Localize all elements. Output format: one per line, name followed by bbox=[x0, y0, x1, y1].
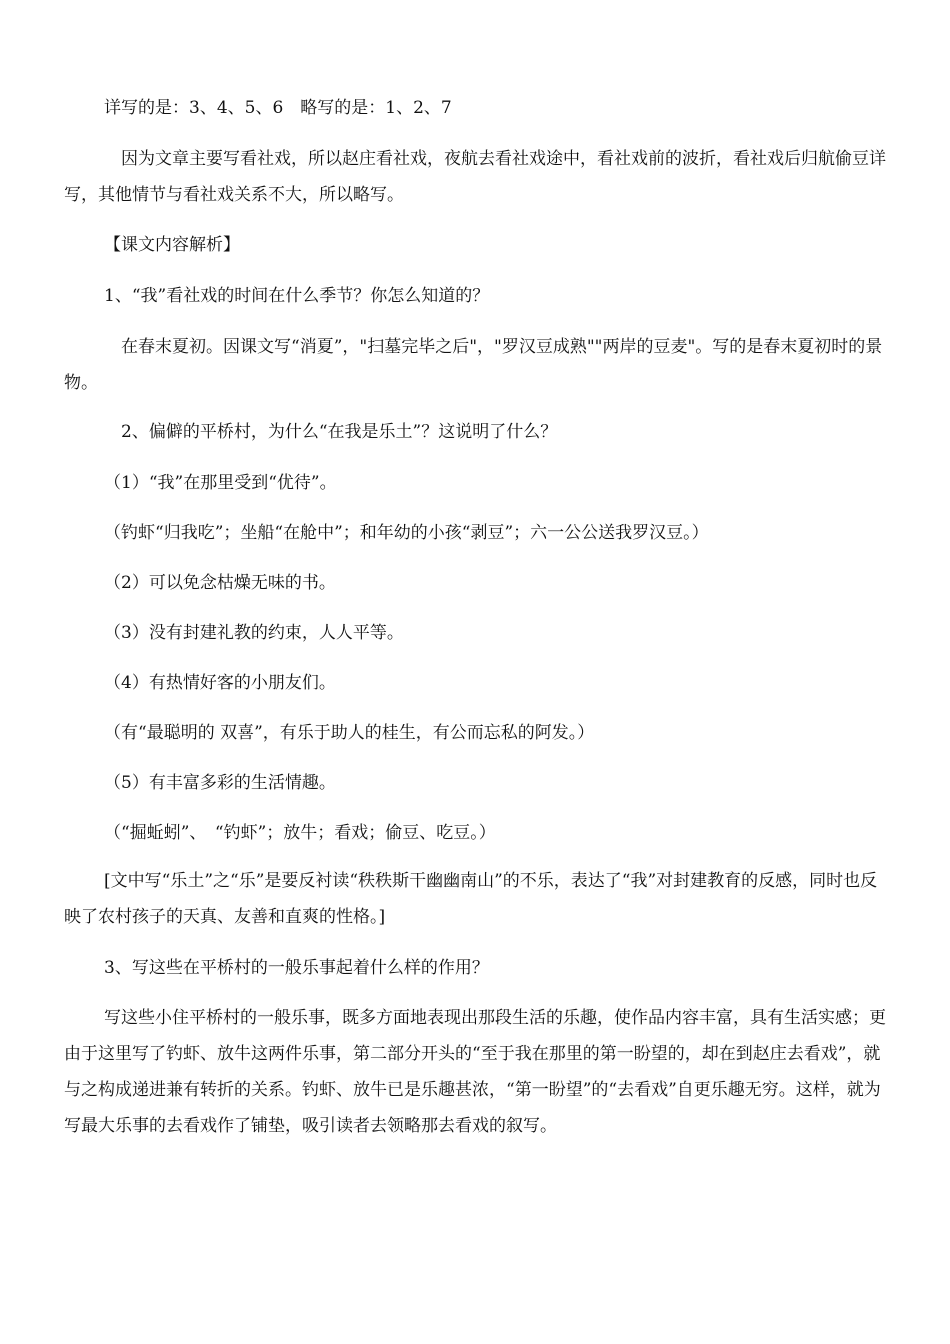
answer-2-point-1-detail: （钓虾“归我吃”；坐船“在舱中”；和年幼的小孩“剥豆”；六一公公送我罗汉豆。） bbox=[104, 523, 709, 543]
answer-2-point-4-detail: （有“最聪明的 双喜”，有乐于助人的桂生，有公而忘私的阿发。） bbox=[104, 723, 595, 743]
question-2: 2、偏僻的平桥村，为什么“在我是乐土”？这说明了什么？ bbox=[121, 422, 558, 442]
answer-2-point-1: （1）“我”在那里受到“优待”。 bbox=[104, 473, 337, 493]
answer-2-point-2: （2）可以免念枯燥无味的书。 bbox=[104, 573, 336, 593]
answer-2-point-5-detail: （“掘蚯蚓”、 “钓虾”；放牛；看戏；偷豆、吃豆。） bbox=[104, 823, 496, 843]
answer-1: 在春末夏初。因课文写“消夏”，"扫墓完毕之后"，"罗汉豆成熟""两岸的豆麦"。写的是春末夏初时的景物。 bbox=[64, 337, 883, 393]
answer-3: 写这些小住平桥村的一般乐事，既多方面地表现出那段生活的乐趣，使作品内容丰富，具有生活实感；更由于这里写了钓虾、放牛这两件乐事，第二部分开头的“至于我在那里的第一盼望的，却在到赵庄去看戏”，就与之构成递进兼有转折的关系。钓虾、放牛已是乐趣甚浓，“第一盼望”的“去看戏”自更乐趣无穷。这样，就为写最大乐事的去看戏作了铺垫，吸引读者去领略那去看戏的叙写。 bbox=[64, 1008, 886, 1136]
answer-2-point-4: （4）有热情好客的小朋友们。 bbox=[104, 673, 336, 693]
answer-2-summary: [文中写“乐土”之“乐”是要反衬读“秩秩斯干幽幽南山”的不乐，表达了“我”对封建教育的反感，同时也反映了农村孩子的天真、友善和直爽的性格。] bbox=[64, 871, 878, 927]
answer-2-point-3: （3）没有封建礼教的约束，人人平等。 bbox=[104, 623, 404, 643]
section-heading: 【课文内容解析】 bbox=[104, 235, 240, 255]
detail-reason-paragraph: 因为文章主要写看社戏，所以赵庄看社戏，夜航去看社戏途中，看社戏前的波折，看社戏后归航偷豆详写，其他情节与看社戏关系不大，所以略写。 bbox=[64, 149, 886, 205]
answer-2-point-5: （5）有丰富多彩的生活情趣。 bbox=[104, 773, 336, 793]
detail-summary-line: 详写的是：3、4、5、6 略写的是：1、2、7 bbox=[104, 98, 452, 118]
question-1: 1、“我”看社戏的时间在什么季节？你怎么知道的？ bbox=[104, 286, 490, 306]
question-3: 3、写这些在平桥村的一般乐事起着什么样的作用？ bbox=[104, 958, 489, 978]
